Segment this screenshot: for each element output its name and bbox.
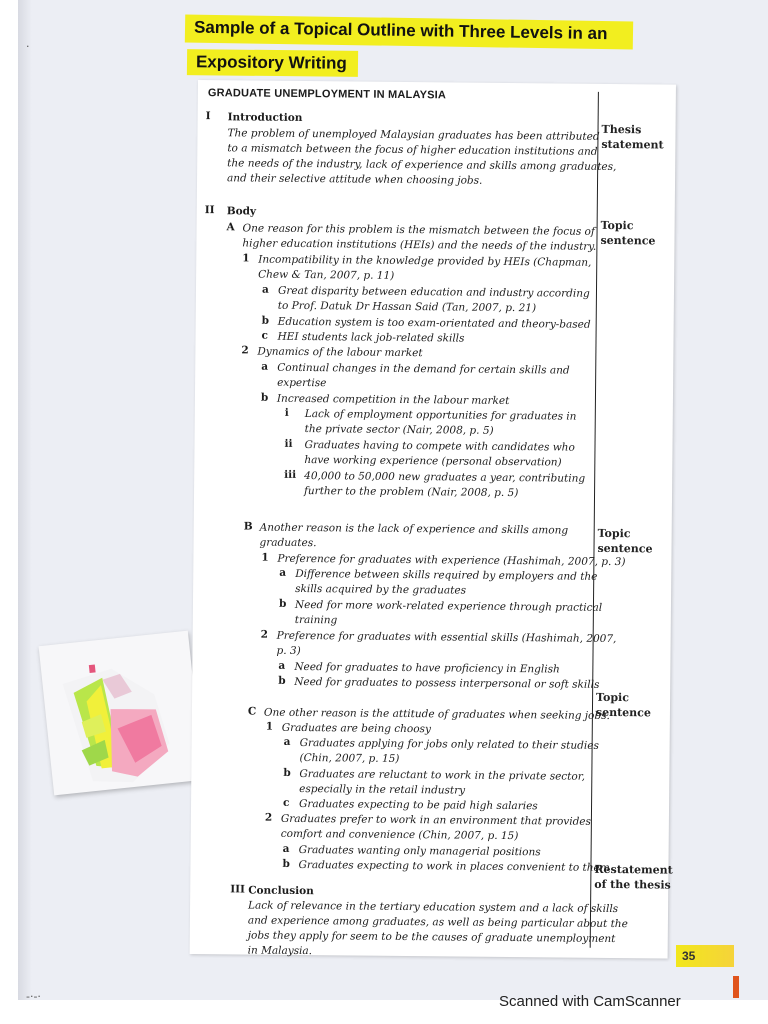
side-label-line: Thesis — [601, 122, 642, 137]
outline-line: Continual changes in the demand for certain skills and — [277, 361, 570, 377]
outline-marker: 2 — [264, 811, 273, 824]
section-heading: Introduction — [227, 111, 303, 125]
side-label-line: of the thesis — [594, 877, 671, 892]
side-label-line: Topic — [600, 218, 634, 233]
title-highlight-2 — [187, 49, 358, 77]
outline-line: Preference for graduates with experience (Hashimah, 2007, p. 3) — [277, 552, 626, 569]
side-label-line: sentence — [595, 705, 651, 720]
outline-marker: a — [261, 360, 269, 373]
outline-line: Graduates expecting to be paid high salaries — [298, 798, 538, 813]
outline-line: Graduates wanting only managerial positions — [298, 844, 541, 859]
outline-line: Education system is too exam-orientated and theory-based — [277, 315, 591, 331]
outline-line: The problem of unemployed Malaysian graduates has been attributed — [227, 127, 600, 143]
outline-line: and experience among graduates, as well as being particular about the — [247, 914, 628, 931]
page-mark: · — [26, 40, 30, 53]
outline-marker: 2 — [260, 628, 269, 641]
side-label-line: Topic — [597, 526, 631, 541]
outline-heading: GRADUATE UNEMPLOYMENT IN MALAYSIA — [207, 87, 447, 102]
page-number: 35 — [676, 945, 734, 967]
outline-marker: a — [283, 735, 291, 748]
section-heading: Conclusion — [248, 884, 314, 898]
outline-marker: i — [284, 406, 289, 419]
page-edge — [18, 0, 32, 1000]
camscanner-watermark: Scanned with CamScanner — [499, 993, 681, 1010]
outline-marker: c — [283, 796, 290, 809]
outline-marker: b — [260, 391, 269, 404]
outline-line: Dynamics of the labour market — [257, 345, 423, 360]
outline-marker: c — [261, 329, 269, 342]
outline-marker: I — [205, 110, 211, 123]
outline-line: the private sector (Nair, 2008, p. 5) — [304, 423, 494, 437]
side-label-line: sentence — [600, 233, 656, 248]
outline-line: comfort and convenience (Chin, 2007, p. 15) — [280, 827, 519, 843]
outline-marker: 1 — [261, 551, 269, 564]
outline-marker: b — [278, 597, 287, 610]
outline-line: Graduates are reluctant to work in the private sector, — [299, 768, 586, 783]
outline-line: Need for graduates to have proficiency in English — [294, 660, 560, 676]
outline-line: graduates. — [259, 536, 317, 550]
outline-marker: II — [204, 204, 215, 217]
page-mark: -·-· — [26, 990, 41, 1003]
outline-line: Graduates prefer to work in an environment that provides — [280, 812, 592, 828]
outline-line: jobs they apply for seem to be the causes of graduate unemployment — [247, 929, 616, 946]
photo-thumbnail — [39, 631, 204, 796]
thesis-label — [601, 122, 663, 153]
outline-marker: B — [243, 520, 253, 533]
outline-line: Graduates applying for jobs only related to their studies — [299, 737, 599, 752]
outline-marker: b — [261, 314, 270, 327]
outline-marker: a — [282, 842, 290, 855]
outline-line: to Prof. Datuk Dr Hassan Said (Tan, 2007, p. 21) — [277, 299, 537, 315]
outline-line: (Chin, 2007, p. 15) — [299, 752, 400, 765]
outline-marker: A — [226, 221, 235, 234]
outline-sheet — [190, 80, 676, 959]
section-heading: Body — [226, 205, 257, 218]
outline-line: Preference for graduates with essential skills (Hashimah, 2007, — [276, 629, 617, 646]
outline-line: especially in the retail industry — [299, 783, 466, 797]
outline-line: expertise — [277, 376, 327, 390]
outline-line: Difference between skills required by employers and the — [295, 567, 598, 583]
outline-line: further to the problem (Nair, 2008, p. 5) — [304, 485, 519, 500]
outline-line: p. 3) — [276, 644, 301, 658]
outline-line: Graduates are being choosy — [281, 721, 431, 736]
outline-line: to a mismatch between the focus of higher education institutions and — [227, 142, 598, 158]
outline-line: Need for graduates to possess interpersonal or soft skills — [294, 675, 600, 691]
page-tab — [733, 976, 739, 998]
outline-line: One reason for this problem is the mismatch between the focus of — [242, 222, 595, 238]
outline-line: have working experience (personal observation) — [304, 454, 562, 469]
side-label-line: statement — [601, 137, 664, 152]
outline-line: HEI students lack job-related skills — [277, 330, 465, 345]
outline-marker: 1 — [265, 720, 274, 733]
outline-line: and their selective attitude when choosing jobs. — [227, 172, 483, 187]
outline-marker: III — [230, 883, 246, 896]
outline-marker: iii — [284, 468, 297, 481]
outline-marker: b — [278, 674, 286, 687]
outline-marker: b — [282, 857, 290, 870]
outline-line: Lack of relevance in the tertiary education system and a lack of skills — [248, 899, 619, 916]
outline-marker: 1 — [242, 252, 250, 265]
outline-line: skills acquired by the graduates — [295, 582, 467, 597]
outline-line: Incompatibility in the knowledge provided by HEIs (Chapman, — [258, 253, 592, 269]
outline-line: Increased competition in the labour market — [276, 392, 510, 408]
outline-line: higher education institutions (HEIs) and the needs of the industry. — [242, 237, 597, 253]
outline-marker: ii — [284, 437, 293, 450]
topic-b-label — [597, 526, 652, 557]
side-label-line: Restatement — [594, 862, 673, 877]
outline-line: Great disparity between education and industry according — [277, 284, 590, 300]
outline-line: Lack of employment opportunities for graduates in — [304, 408, 577, 423]
outline-line: training — [294, 613, 338, 627]
outline-marker: a — [278, 659, 286, 672]
title-line-1: Sample of a Topical Outline with Three Levels in an — [193, 17, 608, 44]
outline-marker: b — [283, 766, 291, 779]
outline-line: Chew & Tan, 2007, p. 11) — [258, 268, 395, 282]
side-label-line: Topic — [596, 690, 629, 705]
topic-a-label — [600, 218, 655, 249]
title-line-2: Expository Writing — [195, 52, 347, 73]
outline-marker: 2 — [241, 344, 249, 357]
outline-line: Graduates having to compete with candidates who — [304, 439, 575, 454]
column-divider — [590, 92, 599, 948]
outline-marker: a — [279, 566, 287, 579]
outline-line: in Malaysia. — [247, 944, 313, 958]
outline-marker: a — [261, 283, 269, 296]
outline-line: 40,000 to 50,000 new graduates a year, contributing — [304, 470, 586, 485]
outline-line: Graduates expecting to work in places convenient to them — [298, 859, 610, 874]
stacked-blocks-image — [39, 631, 204, 796]
outline-line: Need for more work-related experience through practical — [294, 598, 603, 614]
outline-marker: C — [247, 705, 257, 718]
outline-line: Another reason is the lack of experience and skills among — [259, 521, 569, 537]
outline-line: the needs of the industry, lack of experience and skills among graduates, — [227, 157, 617, 174]
side-label-line: sentence — [597, 541, 653, 556]
outline-line: One other reason is the attitude of graduates when seeking jobs. — [263, 706, 610, 722]
